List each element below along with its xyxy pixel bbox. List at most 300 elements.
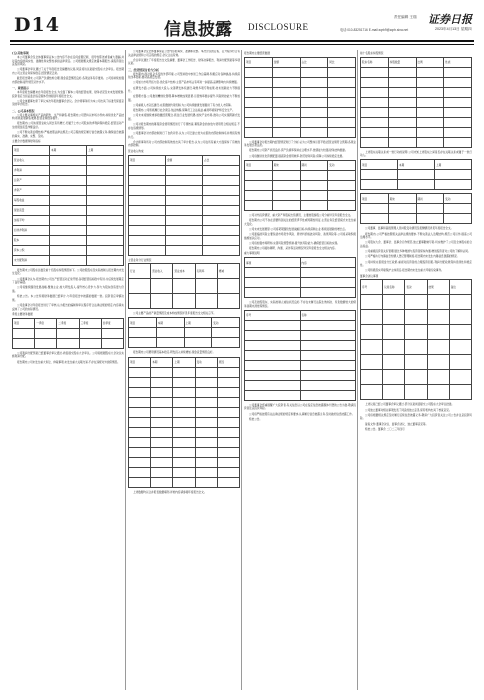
table-cell [151,279,173,294]
table-row [245,370,356,380]
table-row [245,288,356,298]
table-cell [328,117,356,127]
table-cell [383,385,405,400]
table-cell [50,255,87,265]
section-heading: 二、公司基本情况 [12,108,35,113]
table-cell [87,235,124,245]
table-cell [272,117,300,127]
table-cell [245,278,301,288]
table-cell [361,107,389,117]
data-table [128,357,240,488]
table-cell [166,205,203,215]
table-cell [405,370,427,385]
table-cell [195,367,217,377]
table-cell [151,397,173,407]
table-cell [173,407,195,417]
table-cell [449,385,471,400]
table-row [13,145,124,155]
table-cell: 持股数量 [388,57,416,67]
table-cell [87,195,124,205]
table-row [361,57,472,67]
table-cell [50,215,87,225]
table-cell [173,279,195,294]
table-cell [383,340,405,355]
table-cell [416,204,444,214]
table-cell: 每股收益 [13,195,50,205]
table-cell [184,328,212,338]
table-cell [217,387,239,397]
contact-info: 电话:010-83251716 E-mail:zqrb9@zqrb.sina.net [340,28,409,32]
article-paragraph: 公司严格执行内幕信息知情人登记管理制度,报告期内未发生内幕信息泄露的情况。 [365,255,460,259]
table-cell: 变动 [195,357,217,367]
table-row [129,397,240,407]
table-cell [398,170,435,180]
table-cell [13,328,35,338]
table-row [245,278,356,288]
table-cell [383,295,405,310]
article-paragraph: 公司董事会认为,报告期内公司生产经营活动正常开展,各项经营指标稳中有进,为后续发展奠定了良好基础。 [12,277,124,285]
table-cell [272,190,300,200]
table-cell [50,185,87,195]
table-row [13,185,124,195]
table-cell: 营业收入 [151,264,173,279]
table-row [245,200,356,210]
table-cell [388,127,416,137]
table-row [245,97,356,107]
table-cell [300,360,356,370]
table-cell [203,165,240,175]
table-cell [300,107,328,117]
table-cell [361,170,398,180]
table-cell [195,294,217,309]
table-row [13,245,124,255]
table-cell [87,175,124,185]
table-cell [245,67,273,77]
table-row [13,155,124,165]
table-cell [383,325,405,340]
table-cell [405,310,427,325]
article-paragraph: 公司不断完善治理结构,严格按照法律法规及公司章程的规定履行信息披露义务,确保信息披露的真实、准确、完整、及时。 [12,131,124,138]
table-cell [361,370,383,385]
table-cell [300,380,356,390]
table-cell: 内容 [300,258,356,268]
table-row [129,175,240,185]
table-row [245,127,356,137]
table-cell [195,387,217,397]
table-cell [328,97,356,107]
table-cell [388,97,416,107]
table-cell: 期末 [272,160,300,170]
table-cell: 现金流量 [13,205,50,215]
table-row [13,205,124,215]
table-cell [361,325,383,340]
table-cell [245,360,301,370]
table-cell [129,245,166,255]
table-cell [361,137,389,147]
table-cell [449,340,471,355]
table-cell [361,67,389,77]
table-cell [87,155,124,165]
table-cell: 三季度 [79,318,101,328]
table-cell [50,245,87,255]
table-cell [217,377,239,387]
article-paragraph: 会计师事务所对公司内部控制有效性出具了审计报告,认为公司在所有重大方面保持了有效的内部控制。 [128,140,240,148]
table-cell [272,97,300,107]
table-cell: 营业成本 [173,264,195,279]
table-cell: 序号 [245,310,301,320]
table-row [129,367,240,377]
table-cell: 本期 [156,318,184,328]
article-column-2 [128,50,240,690]
table-cell: 股本 [13,235,50,245]
table-row [129,205,240,215]
table-cell [300,288,356,298]
table-row [129,427,240,437]
table-cell [173,467,195,477]
article-paragraph: 公司持续完善现金分红政策,重视对投资者的合理投资回报,利润分配政策保持连续性和稳定性。 [360,260,472,268]
table-cell: 营业收入 [13,155,50,165]
table-cell: 资本公积 [13,245,50,255]
article-paragraph: 公司未来发展展望:公司将紧紧围绕发展战略目标,持续深耕主业,积极拓展新的增长点。 [249,227,348,231]
table-cell [435,180,472,190]
table-cell [203,205,240,215]
table-row [361,117,472,127]
table-cell [195,427,217,437]
table-cell [50,165,87,175]
table-cell [151,377,173,387]
table-cell [444,67,472,77]
table-cell [166,225,203,235]
article-paragraph: 公司主要从事相关产品的研发、生产和销售,报告期内公司坚持以市场为导向,持续优化产品结构,积极拓展销售渠道,经营业绩稳步提升。 [12,113,124,121]
table-cell: 项目 [129,155,166,165]
table-row [245,180,356,190]
table-cell [361,310,383,325]
table-cell [35,328,57,338]
table-cell [50,195,87,205]
article-paragraph: 公司独立董事对相关事项发表了同意的独立意见,保荐机构出具了核查意见。 [365,408,452,412]
article-paragraph: 本年度报告摘要来自年度报告全文,为全面了解本公司的经营成果、财务状况及未来发展规划,投资者应当到证监会指定媒体仔细阅读年度报告全文。 [12,90,124,98]
table-row [129,338,240,348]
article-paragraph: 公司将加强市场研判,完善风险预警机制,提升抗风险能力,确保经营目标的实现。 [249,241,340,245]
table-cell [245,268,301,278]
table-row [245,320,356,330]
table-cell [416,117,444,127]
table-cell [416,214,444,224]
article-paragraph: 特此公告。本公告所载财务数据已经审计,与年度报告中披露的数据一致。投资者应审慎决策。 [12,295,124,302]
table-cell [300,190,328,200]
table-cell [166,185,203,195]
table-cell [217,437,239,447]
table-cell: 总资产 [13,175,50,185]
table-cell: 事项 [245,258,301,268]
table-row [245,268,356,278]
table-cell [272,67,300,77]
table-cell [328,77,356,87]
table-row [245,57,356,67]
article-paragraph: 报告期内公司接待调研、沟通、采访等活动情况详见年度报告全文相关内容。 [249,246,338,250]
table-cell [388,117,416,127]
table-cell [217,367,239,377]
article-paragraph: 上述议案已经公司董事会审议通过,部分议案尚需提交公司股东大会审议批准。 [365,403,455,407]
newspaper-logo: 证券日报 [428,13,472,26]
table-row [13,255,124,265]
page-number: D14 [14,14,60,36]
article-paragraph: 在管理方面,公司推进精细化管理,降本增效成果显著,运营效率稳步提升,风险防控能力不断加强。 [128,95,240,102]
table-cell: 项目 [361,194,389,204]
table-cell [245,117,273,127]
table-row [361,170,472,180]
table-cell [195,467,217,477]
table-row [13,175,124,185]
table-row [13,318,124,328]
table-cell [129,427,151,437]
table-cell [57,338,79,348]
table-cell: 占比 [203,155,240,165]
article-paragraph: 公司董事会郑重提醒广大投资者,有关信息以公司在指定信息披露媒体刊登的公告为准,敬请投资者注意投资风险。 [244,403,356,411]
table-cell [217,279,239,294]
table-cell [195,417,217,427]
table-cell [300,200,328,210]
table-row [129,279,240,294]
table-row [129,407,240,417]
table-row [245,340,356,350]
table-cell [388,214,416,224]
table-cell [184,338,212,348]
table-cell: 本期 [50,145,87,155]
table-caption: 报告期内主要经营数据 [244,52,270,55]
table-cell [416,67,444,77]
table-row [129,245,240,255]
table-cell [449,310,471,325]
table-cell: 上期 [173,357,195,367]
table-cell: 二季度 [57,318,79,328]
table-cell [444,204,472,214]
table-cell [129,447,151,457]
table-cell [245,320,301,330]
table-row [245,87,356,97]
article-paragraph: 上述数据均以合并报表数据填列,详细内容请参阅年度报告全文。 [133,490,207,494]
article-paragraph: 公司监事会对年度报告进行了审核,认为报告的编制和审议程序符合法律法规的规定,内容真实反映了公司的实际情况。 [12,303,124,311]
table-cell [173,387,195,397]
table-row [245,310,356,320]
table-cell [444,127,472,137]
article-paragraph: 本公司董事会及全体董事保证本公告内容不存在任何虚假记载、误导性陈述或者重大遗漏,并对其内容的真实性、准确性和完整性承担法律责任。公司根据相关规定披露本期报告,请投资者注意投资风险。 [12,56,124,67]
article-paragraph: 特此公告。董事会 二〇二三年四月 [365,427,405,431]
table-row [361,204,472,214]
table-cell [129,294,151,309]
table-cell: 期初 [300,160,328,170]
table-row [245,117,356,127]
table-cell [328,107,356,117]
table-cell [151,367,173,377]
table-cell [300,390,356,400]
table-cell [245,380,301,390]
table-row [361,280,472,295]
table-row [129,437,240,447]
table-cell [245,288,301,298]
table-cell [300,370,356,380]
table-row [13,338,124,348]
table-row [13,195,124,205]
table-cell [272,87,300,97]
table-row [13,225,124,235]
table-cell [203,195,240,205]
table-cell [166,235,203,245]
table-caption: 主营业务分行业情况 [128,258,152,262]
section-title: 信息披露 [164,20,232,40]
article-paragraph: 会议审议通过了年度报告全文及摘要、董事会工作报告、财务决算报告、利润分配预案等多项议案。 [128,58,240,66]
table-row [129,467,240,477]
table-cell: 变动 [444,194,472,204]
table-row [129,185,240,195]
table-caption: 主要会计数据和财务指标 [12,140,41,144]
table-row [361,325,472,340]
table-cell [173,294,195,309]
table-cell [361,295,383,310]
table-cell [328,87,356,97]
masthead-rule [10,40,474,42]
table-row [129,357,240,367]
table-row [245,330,356,340]
data-table [360,279,472,400]
column-divider [241,50,242,690]
table-caption: 季度主要财务数据 [12,313,33,317]
table-cell [87,255,124,265]
table-cell [101,338,123,348]
table-cell: 上期 [435,160,472,170]
table-row [129,328,240,338]
table-cell [328,180,356,190]
article-paragraph: 特此公告。 [249,417,262,421]
table-cell [427,340,449,355]
table-cell: 项目 [129,357,151,367]
table-cell [173,417,195,427]
table-cell [129,477,151,487]
table-cell: 性质 [444,57,472,67]
table-cell [151,387,173,397]
table-row [13,165,124,175]
table-cell [361,214,389,224]
table-cell [388,204,416,214]
table-cell [388,107,416,117]
table-cell [173,447,195,457]
table-row [361,77,472,87]
article-paragraph: 公司董事会对内部控制进行了自我评价,认为公司已建立较为完善的内部控制体系并得到有效执行。 [128,132,240,139]
article-paragraph: 报告期内公司费用情况基本稳定,研发投入持续增加,现金流量情况良好。 [133,351,216,355]
table-cell [245,390,301,400]
table-cell [449,355,471,370]
table-row [361,214,472,224]
table-row [129,294,240,309]
table-row [245,170,356,180]
table-cell: 股东名称 [361,57,389,67]
article-paragraph: 在研发方面,公司持续加大投入,完善研发体系建设,取得多项专利成果,技术创新能力不断提升。 [128,86,240,94]
table-cell [328,170,356,180]
table-row [245,360,356,370]
table-cell [449,295,471,310]
table-cell [416,107,444,117]
article-paragraph: 公司重视投资者关系管理,通过多种渠道与投资者保持沟通,增进投资者对公司的了解和认同。 [365,250,471,254]
table-cell [245,370,301,380]
table-cell [129,377,151,387]
table-cell [173,427,195,437]
table-cell [129,397,151,407]
table-cell [361,385,383,400]
table-cell [129,205,166,215]
article-paragraph: 上述股东关联关系或一致行动的说明:公司未知上述股东之间是否存在关联关系或属于一致行动人。 [360,150,472,158]
table-cell [129,195,166,205]
table-cell: 本期 [398,160,435,170]
table-cell: 期末 [388,194,416,204]
table-row [129,377,240,387]
table-cell [217,467,239,477]
table-row [129,387,240,397]
data-table [244,257,356,298]
table-cell [129,367,151,377]
table-cell [300,117,328,127]
table-cell [87,165,124,175]
table-cell: 金额 [166,155,203,165]
table-row [361,355,472,370]
data-table [244,57,356,138]
table-cell [427,295,449,310]
table-cell [388,67,416,77]
article-paragraph: 公司董事、监事和高级管理人员持股变动情况及报酬情况详见年度报告全文。 [365,227,454,231]
table-cell: 名称 [300,310,356,320]
table-cell [245,340,301,350]
article-paragraph: 公司加大市场开拓力度,优化客户结构,主营产品市场占有率进一步提高,品牌影响力持续增强。 [133,81,240,85]
table-cell [151,437,173,447]
table-cell [151,477,173,487]
table-cell [35,338,57,348]
table-cell [300,97,328,107]
table-row [361,107,472,117]
table-cell [57,328,79,338]
table-cell [129,417,151,427]
table-cell [195,477,217,487]
article-paragraph: 报告期内,公司实现营业收入同比有所增长,归属于上市公司股东的净利润保持稳定,经营活动产生的现金流量净额良好。 [12,122,124,129]
table-cell [166,175,203,185]
table-row [13,328,124,338]
table-cell [50,235,87,245]
table-cell [217,407,239,417]
table-cell: 净利润 [13,165,50,175]
table-row [361,137,472,147]
table-cell [245,97,273,107]
table-cell [195,397,217,407]
article-paragraph: 公司董事会及全体董事保证公告内容的真实、准确和完整。本次会议的召集、召开程序符合有关法律法规和公司章程的规定,会议合法有效。 [128,50,240,57]
table-cell [300,180,328,190]
table-row [361,127,472,137]
table-cell [156,328,184,338]
table-cell [151,417,173,427]
section-heading: 三、经营情况讨论与分析 [128,67,159,72]
table-row [129,264,240,279]
table-cell [245,77,273,87]
article-paragraph: 公司面临的风险主要包括市场竞争风险、原材料价格波动风险、政策风险等,公司将采取积极措施加以应对。 [244,232,356,240]
article-paragraph: 公司积极落实环境保护主体责任,报告期内未发生重大环境污染事件。 [365,269,444,273]
table-cell [388,137,416,147]
table-cell: 未分配利润 [13,255,50,265]
table-row [129,155,240,165]
table-cell [361,77,389,87]
table-cell [328,190,356,200]
table-cell: 同比 [328,57,356,67]
table-row [361,295,472,310]
table-row [13,215,124,225]
table-cell [203,215,240,225]
table-cell [50,175,87,185]
